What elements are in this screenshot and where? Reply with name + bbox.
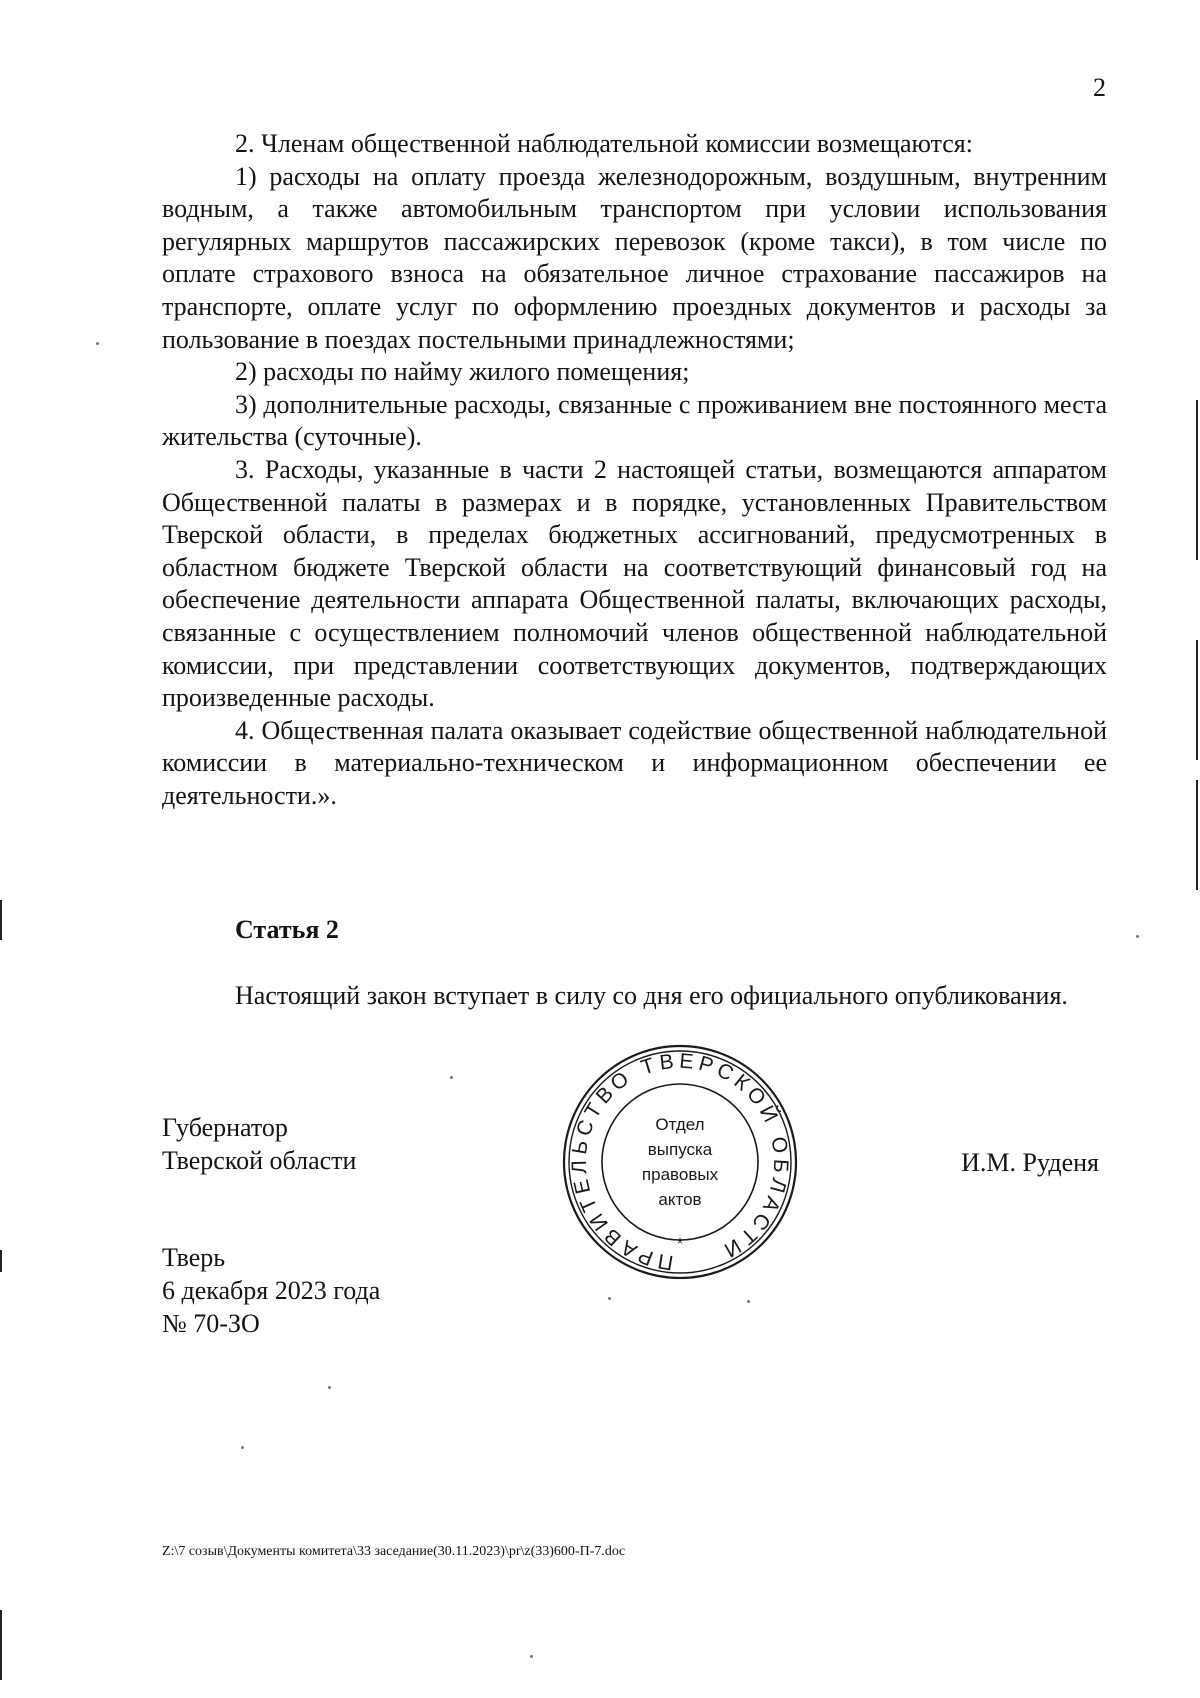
seal-line-2: выпуска <box>647 1140 713 1159</box>
paragraph-part-2: 2. Членам общественной наблюдательной комиссии возмещаются: <box>235 129 973 158</box>
seal-star: * <box>676 1236 684 1253</box>
adoption-date: 6 декабря 2023 года <box>162 1276 381 1305</box>
paragraph-part-4: 4. Общественная палата оказывает содействие общественной наблюдательной комиссии в материально-техническом и информационном обеспечении ее деятельности.». <box>162 715 1107 810</box>
signer-name: И.М. Руденя <box>961 1148 1099 1177</box>
paragraph-item-2: 2) расходы по найму жилого помещения; <box>235 357 690 387</box>
scan-speck <box>1136 935 1139 938</box>
official-seal <box>560 1042 800 1282</box>
seal-line-4: актов <box>658 1190 702 1209</box>
signer-position: Губернатор <box>162 1113 288 1142</box>
scan-margin-mark <box>1196 400 1198 560</box>
place: Тверь <box>162 1243 226 1272</box>
scan-speck <box>96 342 99 345</box>
paragraph-item-3: 3) дополнительные расходы, связанные с проживанием вне постоянного места жительства (суточные). <box>162 389 1107 452</box>
article-2-body <box>162 980 1107 1013</box>
scan-margin-mark <box>0 1610 2 1680</box>
scan-margin-mark <box>1196 640 1198 760</box>
law-number: № 70-ЗО <box>162 1309 260 1338</box>
paragraph-part-3: 3. Расходы, указанные в части 2 настоящей статьи, возмещаются аппаратом Общественной палаты в размерах и в порядке, установленных Правительством Тверской области, в пределах бюджетных ассигнований, предусмотренных в областном бюджете Тверской области на соответствующий финансовый год на обеспечение деятельности аппарата Общественной палаты, включающих расходы, связанные с осуществлением полномочий членов общественной наблюдательной комиссии, при представлении соответствующих документов, подтверждающих произведенные расходы. <box>162 454 1107 713</box>
scan-speck <box>450 1076 453 1079</box>
page-number: 2 <box>1093 73 1106 102</box>
seal-center-text <box>560 1042 800 1282</box>
seal-line-1: Отдел <box>655 1115 705 1134</box>
seal-ring-text: ПРАВИТЕЛЬСТВО ТВЕРСКОЙ ОБЛАСТИ <box>567 1049 793 1275</box>
signer-region: Тверской области <box>162 1146 357 1175</box>
scan-speck <box>747 1300 750 1303</box>
effective-date-paragraph: Настоящий закон вступает в силу со дня его официального опубликования. <box>235 981 1068 1010</box>
signer-title <box>162 1111 356 1177</box>
scan-margin-mark <box>1196 780 1198 890</box>
scan-margin-mark <box>0 900 2 940</box>
article-1-continuation <box>162 128 1107 812</box>
seal-line-3: правовых <box>641 1165 719 1184</box>
scan-speck <box>328 1386 331 1389</box>
scan-speck <box>530 1655 533 1658</box>
paragraph-item-1: 1) расходы на оплату проезда железнодорожным, воздушным, внутренним водным, а также автомобильным транспортом при условии использования регулярных маршрутов пассажирских перевозок (кроме такси), в том числе по оплате страхового взноса на обязательное личное страхование пассажиров на транспорте, оплате услуг по оформлению проездных документов и расходы за пользование в поездах постельными принадлежностями; <box>162 161 1107 354</box>
article-2-heading: Статья 2 <box>235 915 339 944</box>
scan-speck <box>241 1446 244 1449</box>
scan-margin-mark <box>0 1250 2 1272</box>
adoption-details <box>162 1241 380 1340</box>
scan-speck <box>608 1297 611 1300</box>
file-path-footer: Z:\7 созыв\Документы комитета\33 заседание(30.11.2023)\pr\z(33)600-П-7.doc <box>162 1544 626 1559</box>
